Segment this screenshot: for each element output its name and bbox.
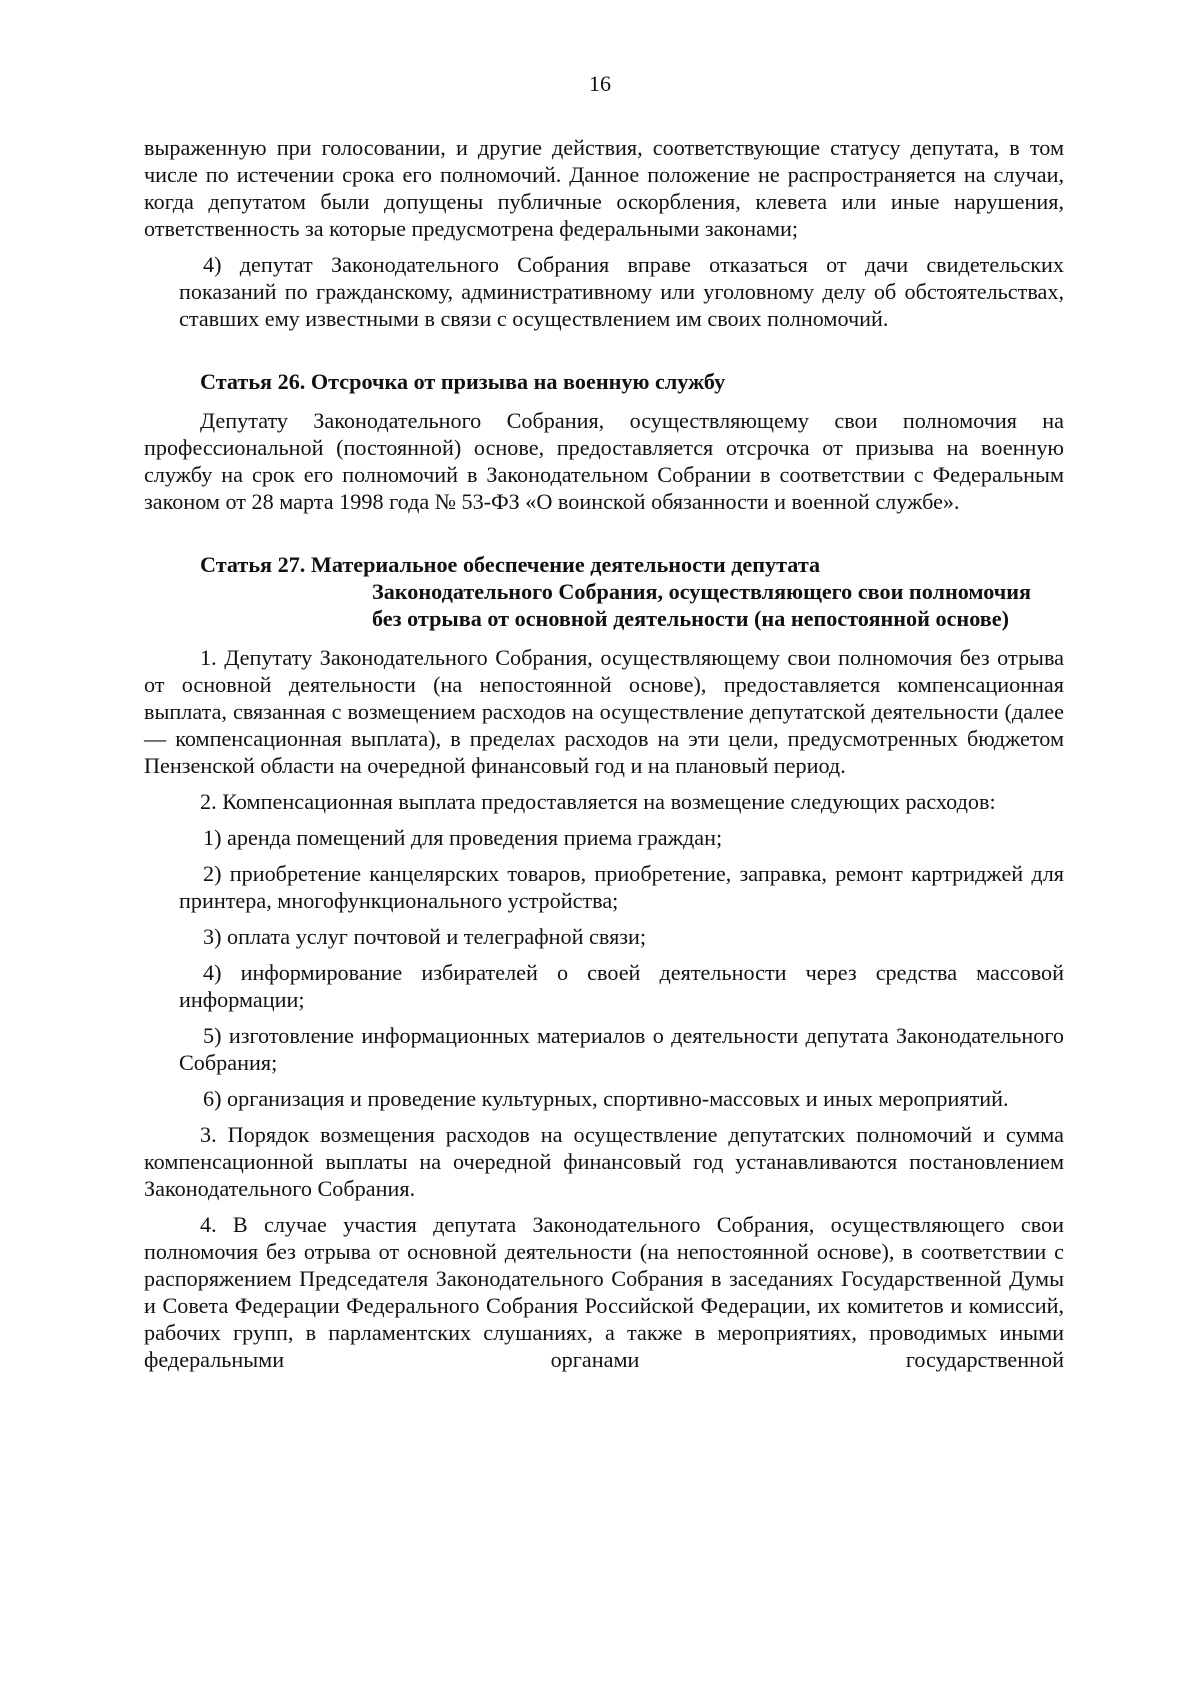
- article-27-heading-line2: Законодательного Собрания, осуществляющего свои полномочия: [372, 579, 1032, 604]
- article-26-heading: Статья 26. Отсрочка от призыва на военную службу: [200, 369, 726, 394]
- list-item: 2) приобретение канцелярских товаров, приобретение, заправка, ремонт картриджей для принтера, многофункционального устройства;: [179, 861, 1064, 913]
- document-body: [144, 134, 1064, 1373]
- list-item-4-testimony: 4) депутат Законодательного Собрания вправе отказаться от дачи свидетельских показаний по гражданскому, административному или уголовному делу об обстоятельствах, ставших ему известными в связи с осуществлением им своих полномочий.: [179, 252, 1064, 331]
- list-item: 3) оплата услуг почтовой и телеграфной связи;: [203, 924, 647, 949]
- article-26-paragraph: Депутату Законодательного Собрания, осуществляющему свои полномочия на профессиональной (постоянной) основе, предоставляется отсрочка от призыва на военную службу на срок его полномочий в Законодательном Собрании в соответствии с Федеральным законом от 28 марта 1998 года № 53-ФЗ «О воинской обязанности и военной службе».: [144, 408, 1064, 514]
- article-27-heading-line1: Статья 27. Материальное обеспечение деятельности депутата: [200, 552, 821, 577]
- list-item: 6) организация и проведение культурных, спортивно-массовых и иных мероприятий.: [203, 1086, 1009, 1111]
- article-27-heading: [144, 551, 1064, 632]
- list-item: 4) информирование избирателей о своей деятельности через средства массовой информации;: [179, 960, 1064, 1012]
- article-27-paragraph-4: 4. В случае участия депутата Законодательного Собрания, осуществляющего свои полномочия без отрыва от основной деятельности (на непостоянной основе), в соответствии с распоряжением Председателя Законодательного Собрания в заседаниях Государственной Думы и Совета Федерации Федерального Собрания Российской Федерации, их комитетов и комиссий, рабочих групп, в парламентских слушаниях, а также в мероприятиях, проводимых иными федеральными органами государственной: [144, 1212, 1064, 1372]
- article-27-heading-line3: без отрыва от основной деятельности (на непостоянной основе): [372, 606, 1009, 631]
- paragraph-continuation: выраженную при голосовании, и другие действия, соответствующие статусу депутата, в том числе по истечении срока его полномочий. Данное положение не распространяется на случаи, когда депутатом были допущены публичные оскорбления, клевета или иные нарушения, ответственность за которые предусмотрена федеральными законами;: [144, 135, 1064, 241]
- article-27-paragraph-2: 2. Компенсационная выплата предоставляется на возмещение следующих расходов:: [200, 789, 996, 814]
- article-27-paragraph-3: 3. Порядок возмещения расходов на осуществление депутатских полномочий и сумма компенсационной выплаты на очередной финансовый год устанавливаются постановлением Законодательного Собрания.: [144, 1122, 1064, 1201]
- list-item: 5) изготовление информационных материалов о деятельности депутата Законодательного Собрания;: [179, 1023, 1064, 1075]
- list-item: 1) аренда помещений для проведения приема граждан;: [203, 825, 723, 850]
- article-27-paragraph-1: 1. Депутату Законодательного Собрания, осуществляющему свои полномочия без отрыва от основной деятельности (на непостоянной основе), предоставляется компенсационная выплата, связанная с возмещением расходов на осуществление депутатской деятельности (далее — компенсационная выплата), в пределах расходов на эти цели, предусмотренных бюджетом Пензенской области на очередной финансовый год и на плановый период.: [144, 645, 1064, 778]
- page-number: 16: [589, 71, 611, 96]
